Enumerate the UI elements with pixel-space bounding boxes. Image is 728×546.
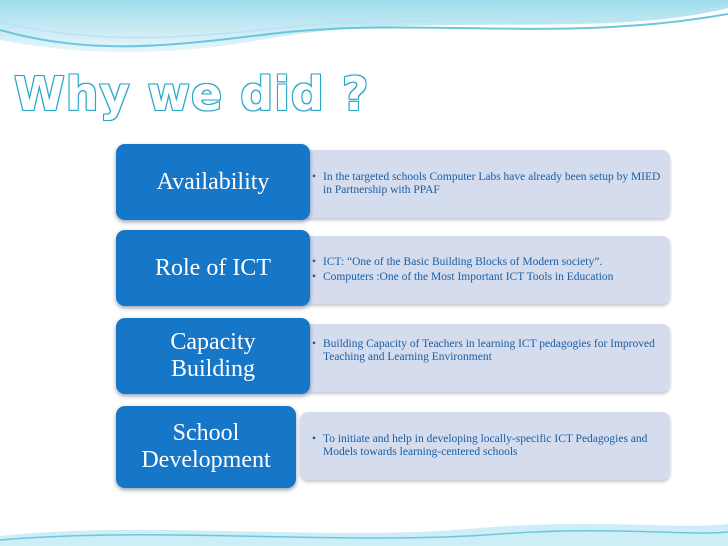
item-role-of-ict — [116, 230, 670, 306]
label-box — [116, 318, 310, 394]
slide-title: Why we did ? — [14, 67, 370, 121]
detail-box — [300, 236, 670, 304]
item-school-development — [116, 406, 670, 482]
bullet-text: • To initiate and help in developing locally-specific ICT Pedagogies and Models towards learning-centered schools — [312, 433, 664, 459]
item-label: School Development — [141, 420, 271, 473]
label-box — [116, 144, 310, 220]
item-capacity-building — [116, 318, 670, 394]
item-label: Availability — [156, 168, 270, 195]
label-box — [116, 230, 310, 306]
item-availability — [116, 144, 670, 220]
bullet-text: • Computers :One of the Most Important ICT Tools in Education — [312, 271, 664, 284]
bullet-text: • In the targeted schools Computer Labs have already been setup by MIED in Partnership with PPAF — [312, 171, 664, 197]
bottom-wave-decoration — [0, 506, 728, 546]
detail-box — [300, 412, 670, 480]
label-box — [116, 406, 296, 488]
detail-box — [300, 150, 670, 218]
bullet-text: • ICT: “One of the Basic Building Blocks of Modern society”. — [312, 256, 664, 269]
bullet-text: • Building Capacity of Teachers in learning ICT pedagogies for Improved Teaching and Learning Environment — [312, 338, 664, 364]
item-label: Role of ICT — [155, 254, 271, 281]
detail-box — [300, 324, 670, 392]
item-label: Capacity Building — [170, 329, 256, 382]
